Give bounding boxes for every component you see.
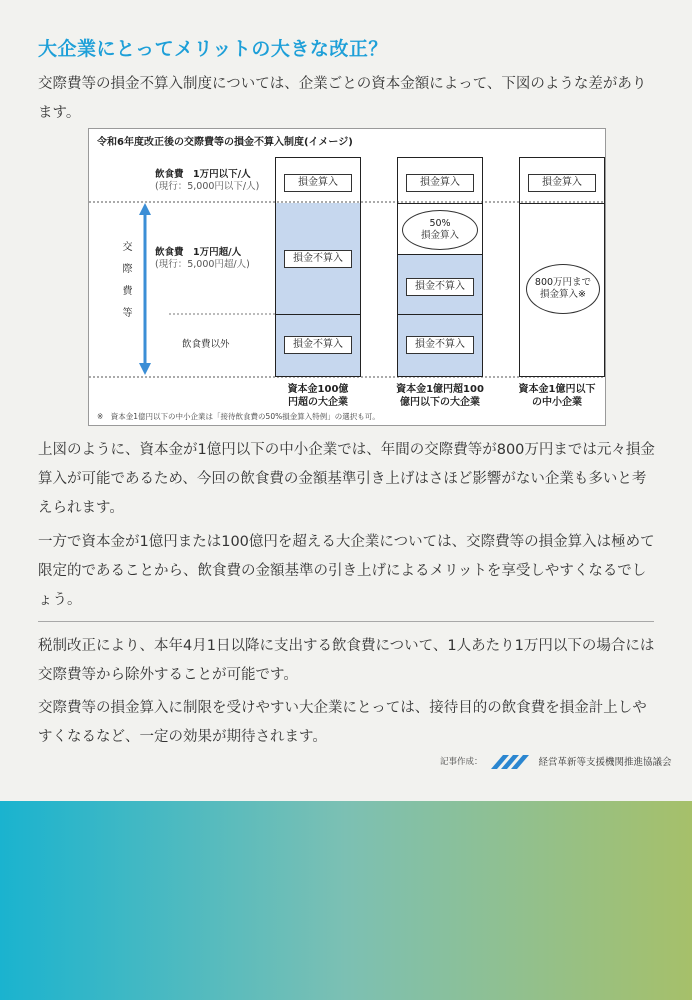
credit bbox=[440, 751, 672, 771]
column2-label-line1: 資本金1億円超100 bbox=[396, 384, 484, 395]
column-sme bbox=[519, 157, 605, 377]
column3-label bbox=[509, 383, 605, 409]
column2-label-line2: 億円以下の大企業 bbox=[400, 397, 480, 408]
column3-label-line2: の中小企業 bbox=[532, 397, 582, 408]
row2-sublabel: (現行：5,000円超/人) bbox=[155, 259, 250, 270]
tag-nondeductible: 損金不算入 bbox=[406, 336, 474, 354]
tag-nondeductible: 損金不算入 bbox=[284, 250, 352, 268]
tag-deductible: 損金算入 bbox=[406, 174, 474, 192]
row-divider bbox=[398, 314, 482, 315]
nondeductible-area bbox=[398, 254, 482, 376]
column1-label bbox=[265, 383, 371, 409]
diagram-footnote: ※ 資本金1億円以下の中小企業は「接待飲食費の50%損金算入特例」の選択も可。 bbox=[97, 412, 380, 421]
paragraph-3: 税制改正により、本年4月1日以降に支出する飲食費について、1人あたり1万円以下の場合には交際費等から除外することが可能です。 bbox=[38, 638, 655, 683]
row2-label: 飲食費 1万円超/人 bbox=[155, 247, 242, 258]
tag-nondeductible: 損金不算入 bbox=[406, 278, 474, 296]
footer-gradient-band bbox=[0, 801, 692, 1000]
sme-deductible-oval bbox=[526, 264, 600, 314]
column3-label-line1: 資本金1億円以下 bbox=[518, 384, 596, 395]
paragraph-2: 一方で資本金が1億円または100億円を超える大企業については、交際費等の損金算入は極めて限定的であることから、飲食費の金額基準の引き上げによるメリットを享受しやすくなるでしょう。 bbox=[38, 534, 655, 608]
credit-label: 記事作成： bbox=[440, 757, 483, 767]
row1-sublabel: (現行：5,000円以下/人) bbox=[155, 181, 260, 192]
column1-label-line1: 資本金100億 bbox=[287, 384, 349, 395]
tag-nondeductible: 損金不算入 bbox=[284, 336, 352, 354]
row-divider bbox=[398, 254, 482, 255]
intro-paragraph: 交際費等の損金不算入制度については、企業ごとの資本金額によって、下図のような差があります。 bbox=[38, 76, 647, 121]
half-percent: 50% bbox=[429, 218, 451, 229]
association-logo-icon bbox=[489, 751, 533, 771]
column2-label bbox=[385, 383, 495, 409]
column-large-100oku bbox=[275, 157, 361, 377]
row-divider bbox=[520, 203, 604, 204]
tax-diagram bbox=[88, 128, 606, 426]
tag-deductible: 損金算入 bbox=[528, 174, 596, 192]
half-deductible-oval bbox=[402, 210, 478, 250]
row3-label: 飲食費以外 bbox=[182, 339, 230, 350]
row-divider bbox=[276, 314, 360, 315]
vertical-label-entertainment: 交際費等 bbox=[120, 241, 131, 329]
sme-label: 損金算入※ bbox=[540, 289, 586, 300]
sme-limit: 800万円まで bbox=[534, 277, 592, 288]
row1-label: 飲食費 1万円以下/人 bbox=[155, 169, 251, 180]
column-large-1oku-100oku bbox=[397, 157, 483, 377]
column1-label-line2: 円超の大企業 bbox=[288, 397, 348, 408]
half-label: 損金算入 bbox=[420, 230, 459, 241]
paragraph-1: 上図のように、資本金が1億円以下の中小企業では、年間の交際費等が800万円までは元々損金算入が可能であるため、今回の飲食費の金額基準引き上げはさほど影響がない企業も多いと考えられます。 bbox=[38, 442, 655, 516]
diagram-title: 令和6年度改正後の交際費等の損金不算入制度(イメージ) bbox=[97, 137, 353, 148]
credit-organization: 経営革新等支援機関推進協議会 bbox=[538, 757, 672, 768]
page-heading: 大企業にとってメリットの大きな改正？ bbox=[38, 38, 388, 60]
section-divider bbox=[38, 621, 654, 622]
paragraph-4: 交際費等の損金算入に制限を受けやすい大企業にとっては、接待目的の飲食費を損金計上しやすくなるなど、一定の効果が期待されます。 bbox=[38, 700, 647, 745]
row-divider bbox=[398, 203, 482, 204]
tag-deductible: 損金算入 bbox=[284, 174, 352, 192]
